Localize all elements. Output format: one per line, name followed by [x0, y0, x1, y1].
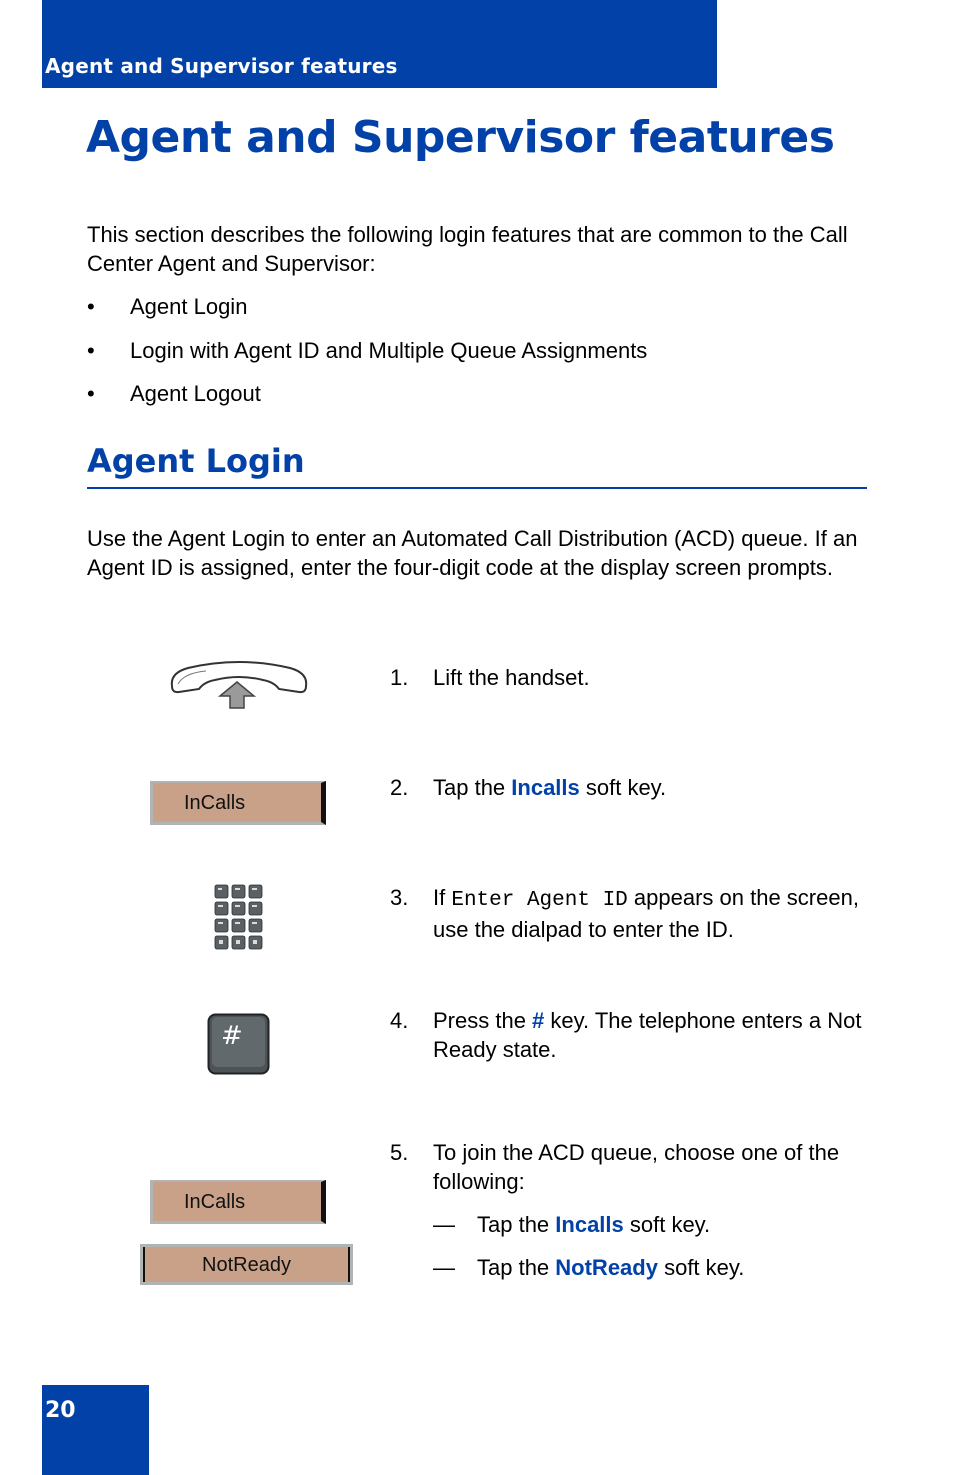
dialpad-icon: [214, 884, 264, 952]
page-title: Agent and Supervisor features: [86, 112, 835, 163]
bullet-dot: •: [87, 338, 95, 363]
running-header: Agent and Supervisor features: [45, 54, 398, 78]
hash-key-label: #: [221, 1021, 243, 1051]
incalls-softkey[interactable]: [150, 781, 326, 825]
notready-softkey-label: NotReady: [202, 1253, 291, 1276]
keyword-hash: #: [532, 1008, 545, 1033]
step-number: 3.: [390, 885, 409, 910]
handset-lift-icon: [166, 660, 312, 710]
keyword-incalls: Incalls: [555, 1212, 624, 1237]
step-text: Press the # key. The telephone enters a Not Ready state.: [433, 1008, 862, 1062]
bullet-dot: •: [87, 381, 95, 406]
option-dash: —: [433, 1255, 455, 1280]
screen-prompt-code: Enter Agent ID: [451, 889, 628, 912]
notready-softkey[interactable]: [140, 1244, 353, 1285]
hash-key-icon[interactable]: [207, 1013, 270, 1075]
step-number: 2.: [390, 775, 409, 800]
option-text: Tap the NotReady soft key.: [477, 1255, 745, 1280]
step-number: 1.: [390, 665, 409, 690]
step-text: To join the ACD queue, choose one of the following:: [433, 1140, 840, 1194]
step-number: 4.: [390, 1008, 409, 1033]
step-text: Tap the Incalls soft key.: [433, 775, 667, 800]
keyword-notready: NotReady: [555, 1255, 658, 1280]
step-text: If Enter Agent ID appears on the screen, use the dialpad to enter the ID.: [433, 885, 859, 942]
option-text: Tap the Incalls soft key.: [477, 1212, 711, 1237]
bullet-dot: •: [87, 294, 95, 319]
keyword-incalls: Incalls: [511, 775, 580, 800]
option-dash: —: [433, 1212, 455, 1237]
incalls-softkey-label: InCalls: [184, 791, 246, 814]
section-divider: [87, 487, 867, 489]
step-number: 5.: [390, 1140, 409, 1165]
step-text: Lift the handset.: [433, 665, 590, 690]
incalls-softkey-label: InCalls: [184, 1190, 246, 1213]
bullet-text: Login with Agent ID and Multiple Queue Assignments: [130, 338, 648, 363]
page-number: 20: [45, 1398, 76, 1423]
intro-paragraph: This section describes the following login features that are common to the Call Center Agent and Supervisor:: [87, 222, 848, 276]
bullet-text: Agent Logout: [130, 381, 261, 406]
bullet-text: Agent Login: [130, 294, 248, 319]
section-description: Use the Agent Login to enter an Automated Call Distribution (ACD) queue. If an Agent ID is assigned, enter the four-digit code at the display screen prompts.: [87, 526, 858, 580]
section-title: Agent Login: [87, 442, 305, 480]
incalls-softkey[interactable]: [150, 1180, 326, 1224]
